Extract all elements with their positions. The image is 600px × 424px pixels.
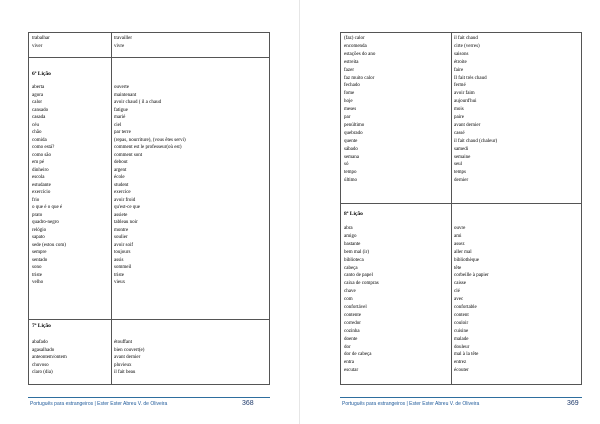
french-translation: par terre [114,130,131,135]
french-translation: temps [454,170,466,176]
vocabulary-table-left [28,32,270,385]
french-translation: avant dernier [114,355,141,360]
french-translation: semaine [454,154,471,160]
french-translation: avoir froid [114,197,136,203]
portuguese-term: em pé [32,160,45,165]
portuguese-term: semana [344,154,359,160]
french-translation: argent [114,167,127,173]
portuguese-term: comida [32,137,47,143]
portuguese-term: corredor [344,320,361,326]
french-translation: confortable [454,305,477,310]
portuguese-term: doente [344,336,358,342]
portuguese-term: (faz) calor [344,36,365,41]
french-translation: assis [114,257,124,263]
french-translation: malade [454,336,469,342]
french-translation: bibliothèque [454,257,479,263]
french-translation: avant dernier [454,122,481,128]
portuguese-term: agasalhado [32,347,55,353]
portuguese-term: prato [32,212,43,218]
french-translation: vieux [114,280,126,285]
portuguese-term: trabalhar [32,36,50,41]
french-translation: assez [454,241,465,247]
french-translation: Il fait très chaud [454,75,487,81]
portuguese-term: escola [32,175,45,180]
french-translation: ouvre [454,226,466,231]
french-translation: ami [454,233,462,239]
portuguese-term: canto de papel [344,273,373,279]
portuguese-term: escutar [344,368,359,374]
footer-text: Português para estrangeiros | Ester Ester Abreu V. de Oliveira [30,401,168,407]
page-number: 368 [242,400,254,407]
portuguese-term: chuvoso [32,362,49,368]
french-translation: fermé [454,83,466,89]
portuguese-term: meses [344,107,357,113]
portuguese-term: estudante [32,182,51,188]
french-translation: tête [454,265,462,271]
portuguese-term: como está? [32,145,55,150]
french-translation: sommeil [114,265,132,270]
portuguese-term: sempre [32,250,47,255]
french-translation: dernier [454,178,469,184]
french-translation: il fait chaud (chaleur) [454,138,498,144]
portuguese-term: o que é o que é [32,205,63,210]
portuguese-term: penúltimo [344,122,365,128]
french-translation: paire [454,115,464,120]
french-translation: exercice [114,190,131,195]
french-translation: cuisine [454,328,469,334]
portuguese-term: chave [344,289,356,295]
french-translation: soulier [114,235,128,240]
portuguese-term: estreita [344,59,359,65]
lesson-title: 8ª Lição [344,211,363,217]
portuguese-term: como são [32,152,52,158]
portuguese-term: dinheiro [32,167,49,173]
french-translation: entrez [454,360,467,366]
french-translation: triste [114,272,124,278]
french-translation: seul [454,162,463,168]
french-translation: caisse [454,281,466,287]
portuguese-term: céu [32,122,39,128]
portuguese-term: quadro-negro [32,220,59,225]
portuguese-term: calor [32,100,42,105]
french-translation: avoir faim [454,91,475,97]
portuguese-term: entra [344,360,354,366]
portuguese-term: estações do ano [344,51,376,57]
lesson-title: 7ª Lição [32,323,51,329]
portuguese-term: fazer [344,67,354,73]
right-page [300,0,600,424]
french-translation: samedi [454,146,469,152]
portuguese-term: faz muito calor [344,75,375,81]
portuguese-term: chão [32,130,42,135]
portuguese-term: cozinha [344,328,360,334]
portuguese-term: confortável [344,305,367,310]
portuguese-term: fome [344,91,355,97]
vocabulary-table-right [340,32,582,385]
french-translation: avoir soif [114,242,134,248]
portuguese-term: velho [32,280,44,285]
portuguese-term: dor de cabeça [344,352,372,358]
french-translation: école [114,175,125,180]
portuguese-term: sentado [32,257,48,263]
french-translation: clé [454,289,460,295]
portuguese-term: encomenda [344,43,367,49]
french-translation: il fait beau [114,370,136,375]
portuguese-term: com [344,297,353,303]
french-translation: écouter [454,368,469,374]
french-translation: douleur [454,344,470,350]
portuguese-term: viver [32,43,43,49]
portuguese-term: sono [32,265,42,270]
french-translation: corbeille à papier [454,273,489,279]
french-translation: mal à la tête [454,352,479,358]
footer-text: Português para estrangeiros | Ester Ester Abreu V. de Oliveira [342,401,480,407]
french-translation: cassé [454,130,465,136]
french-translation: tableau noir [114,220,138,225]
portuguese-term: claro (dia) [32,370,53,375]
portuguese-term: abafado [32,340,48,345]
portuguese-term: hoje [344,99,353,105]
french-translation: étouffant [114,340,132,345]
french-translation: montre [114,227,129,233]
portuguese-term: só [344,162,349,168]
french-translation: maintenant [114,92,137,98]
french-translation: ciel [114,122,122,128]
french-translation: bien couvert(e) [114,347,145,353]
french-translation: comment sont [114,152,143,158]
portuguese-term: bem mal (ir) [344,249,369,255]
french-translation: qu'est-ce que [114,205,141,210]
page-number: 369 [567,400,579,407]
french-translation: couloir [454,320,469,326]
french-translation: comment est le professeur(où est) [114,145,182,150]
portuguese-term: sábado [344,146,358,152]
french-translation: avoir chaud ( il a chaud [114,100,162,105]
french-translation: faire [454,67,464,73]
french-translation: aller mal [454,249,472,255]
french-translation: avec [454,297,464,303]
french-translation: content [454,312,469,318]
left-page [0,0,299,424]
french-translation: aujourd'hui [454,99,477,105]
french-translation: mois [454,107,464,113]
portuguese-term: quebrado [344,130,363,136]
french-translation: (repas, nourriture), (vous êtes servi) [114,137,186,143]
portuguese-term: triste [32,272,42,278]
french-translation: travailler [114,36,133,41]
portuguese-term: frio [32,197,40,203]
portuguese-term: bastante [344,241,361,247]
portuguese-term: último [344,178,358,184]
french-translation: debout [114,160,128,165]
portuguese-term: biblioteca [344,257,364,263]
french-translation: pluvieux [114,362,132,368]
portuguese-term: quente [344,138,358,144]
french-translation: assiete [114,212,128,218]
french-translation: il fait chaud [454,36,478,41]
portuguese-term: tempo [344,170,357,176]
french-translation: ouverte [114,85,129,90]
portuguese-term: par [344,115,351,120]
portuguese-term: relógio [32,227,47,233]
portuguese-term: cansado [32,107,49,113]
portuguese-term: sede (estou com) [32,242,66,248]
french-translation: student [114,182,129,188]
french-translation: cirte (verres) [454,43,480,49]
french-translation: vivre [114,43,125,49]
french-translation: marié [114,115,126,120]
portuguese-term: sapato [32,235,45,240]
portuguese-term: fechado [344,83,360,89]
french-translation: étroite [454,59,467,65]
portuguese-term: aberta [32,85,45,90]
lesson-title: 6ª Lição [32,71,51,77]
portuguese-term: exercício [32,190,51,195]
french-translation: fatigue [114,107,128,113]
portuguese-term: amigo [344,233,357,239]
french-translation: toujours [114,250,131,255]
portuguese-term: casada [32,115,46,120]
portuguese-term: contente [344,312,361,318]
portuguese-term: anteontem/ontem [32,355,67,360]
portuguese-term: agora [32,92,44,98]
portuguese-term: dor [344,344,351,350]
portuguese-term: abra [344,226,353,231]
portuguese-term: caixa de compras [344,281,379,287]
french-translation: saisons [454,51,469,57]
portuguese-term: cabeça [344,265,358,271]
